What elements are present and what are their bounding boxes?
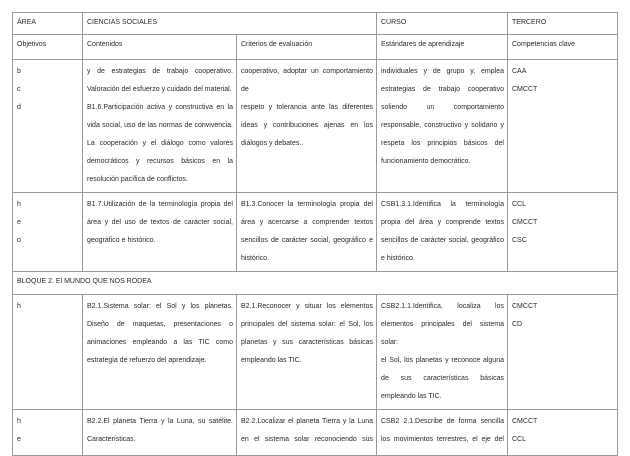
- objetivo-item: b: [17, 68, 21, 75]
- cell-line: B2.1.Sistema solar: el Sol y los planetas.: [87, 303, 233, 310]
- objetivos-cell: [13, 193, 83, 272]
- cell-line: geográfico e histórico.: [87, 237, 156, 244]
- cell-line: planetas y sus características básicas: [241, 339, 373, 346]
- cell-line: histórico.: [241, 255, 270, 262]
- competencia-item: CCL: [512, 201, 527, 208]
- objetivos-cell: [13, 295, 83, 410]
- cell-line: respeto y tolerancia ante las diferentes: [241, 104, 373, 111]
- cell-line: democráticos y recursos básicos en la: [87, 158, 233, 165]
- competencias-cell: [508, 295, 618, 410]
- header-row: [13, 13, 618, 35]
- contenidos-cell: [83, 193, 237, 272]
- contenidos-cell: [83, 60, 237, 193]
- estandares-cell: [377, 60, 508, 193]
- area-label: ÁREA: [13, 13, 83, 35]
- cell-line: y de estrategias de trabajo cooperativo.: [87, 68, 233, 75]
- cell-line: B2.2.Localizar el planeta Tierra y la Luna: [241, 418, 373, 425]
- column-header-row: [13, 35, 618, 60]
- objetivo-item: e: [17, 436, 21, 443]
- estandares-cell: [377, 193, 508, 272]
- block-title: BLOQUE 2. El MUNDO QUE NOS RODEA: [13, 272, 618, 295]
- objetivo-item: c: [17, 86, 21, 93]
- cell-line: B2.1.Reconocer y situar los elementos: [241, 303, 373, 310]
- cell-line: principales del sistema solar: el Sol, los: [241, 321, 373, 328]
- competencia-item: CSC: [512, 237, 527, 244]
- column-header-objetivos: Objetivos: [13, 35, 83, 60]
- cell-line: cooperativo, adoptar un comportamiento de: [241, 68, 373, 93]
- table-row: [13, 60, 618, 193]
- competencia-item: CMCCT: [512, 303, 538, 310]
- cell-line: sencillos de carácter social, geográfico: [381, 237, 504, 244]
- cell-line: área y del uso de textos de carácter social,: [87, 219, 233, 226]
- cell-line: los movimientos terrestres, el eje del: [381, 436, 504, 443]
- competencia-item: CCL: [512, 436, 527, 443]
- objetivo-item: o: [17, 237, 21, 244]
- cell-line: B1.7.Utilización de la terminología propia del: [87, 201, 233, 208]
- cell-line: animaciones empleando a las TIC como: [87, 339, 233, 346]
- criterios-cell: [237, 295, 377, 410]
- cell-line: resolución pacífica de conflictos.: [87, 176, 188, 183]
- contenidos-cell: [83, 410, 237, 456]
- criterios-cell: [237, 410, 377, 456]
- objetivo-item: h: [17, 418, 21, 425]
- competencias-cell: [508, 60, 618, 193]
- objetivo-item: h: [17, 303, 21, 310]
- cell-line: responsable, constructivo y solidario y: [381, 122, 504, 129]
- cell-line: Valoración del esfuerzo y cuidado del material.: [87, 86, 232, 93]
- competencia-item: CMCCT: [512, 219, 538, 226]
- block-title-row: [13, 272, 618, 295]
- estandares-cell: [377, 410, 508, 456]
- cell-line: sencillos de carácter social, geográfico e: [241, 237, 373, 244]
- cell-line: diálogos y debates..: [241, 140, 304, 147]
- area-value: CIENCIAS SOCIALES: [83, 13, 377, 35]
- cell-line: elementos principales del sistema solar:: [381, 321, 504, 346]
- cell-line: B1.3.Conocer la terminología propia del: [241, 201, 373, 208]
- cell-line: de sus características básicas: [381, 375, 504, 382]
- cell-line: respeta los principios básicos del: [381, 140, 504, 147]
- criterios-cell: [237, 193, 377, 272]
- cell-line: e histórico.: [381, 255, 415, 262]
- cell-line: individuales y de grupo y, emplea: [381, 68, 504, 75]
- competencia-item: CD: [512, 321, 523, 328]
- cell-line: empleando las TIC.: [381, 393, 442, 400]
- cell-line: Diseño de maquetas, presentaciones o: [87, 321, 233, 328]
- table-row: [13, 193, 618, 272]
- competencia-item: CMCCT: [512, 418, 538, 425]
- estandares-cell: [377, 295, 508, 410]
- objetivos-cell: [13, 410, 83, 456]
- cell-line: La cooperación y el diálogo como valores: [87, 140, 233, 147]
- competencias-cell: [508, 193, 618, 272]
- cell-line: CSB2 2.1.Describe de forma sencilla: [381, 418, 504, 425]
- column-header-criterios: Criterios de evaluación: [237, 35, 377, 60]
- cell-line: empleando las TIC.: [241, 357, 302, 364]
- objetivo-item: h: [17, 201, 21, 208]
- cell-line: soliendo un comportamiento: [381, 104, 504, 111]
- cell-line: Características.: [87, 436, 136, 443]
- cell-line: estrategia de refuerzo del aprendizaje.: [87, 357, 207, 364]
- column-header-contenidos: Contenidos: [83, 35, 237, 60]
- column-header-estandares: Estándares de aprendizaje: [377, 35, 508, 60]
- contenidos-cell: [83, 295, 237, 410]
- column-header-competencias: Competencias clave: [508, 35, 618, 60]
- curso-value: TERCERO: [508, 13, 618, 35]
- cell-line: ideas y contribuciones ajenas en los: [241, 122, 373, 129]
- objetivo-item: e: [17, 219, 21, 226]
- cell-line: en el sistema solar reconociendo sus: [241, 436, 373, 443]
- table-row: [13, 295, 618, 410]
- competencia-item: CMCCT: [512, 86, 538, 93]
- table-row: [13, 410, 618, 456]
- cell-line: vida social, uso de las normas de convivencia.: [87, 122, 233, 129]
- objetivo-item: d: [17, 104, 21, 111]
- curso-label: CURSO: [377, 13, 508, 35]
- criterios-cell: [237, 60, 377, 193]
- cell-line: estrategias de trabajo cooperativo: [381, 86, 504, 93]
- competencia-item: CAA: [512, 68, 527, 75]
- cell-line: B1.6.Participación activa y constructiva en la: [87, 104, 233, 111]
- cell-line: área y acercarse a comprender textos: [241, 219, 373, 226]
- cell-line: el Sol, los planetas y reconoce alguna: [381, 357, 504, 364]
- objetivos-cell: [13, 60, 83, 193]
- curriculum-table: [12, 12, 618, 456]
- cell-line: propia del área y comprende textos: [381, 219, 504, 226]
- cell-line: B2.2.El planeta Tierra y la Luna, su satélite.: [87, 418, 233, 425]
- cell-line: funcionamiento democrático.: [381, 158, 471, 165]
- competencias-cell: [508, 410, 618, 456]
- cell-line: CSB2.1.1.Identifica, localiza los: [381, 303, 504, 310]
- cell-line: CSB1.3.1.Identifica la terminología: [381, 201, 504, 208]
